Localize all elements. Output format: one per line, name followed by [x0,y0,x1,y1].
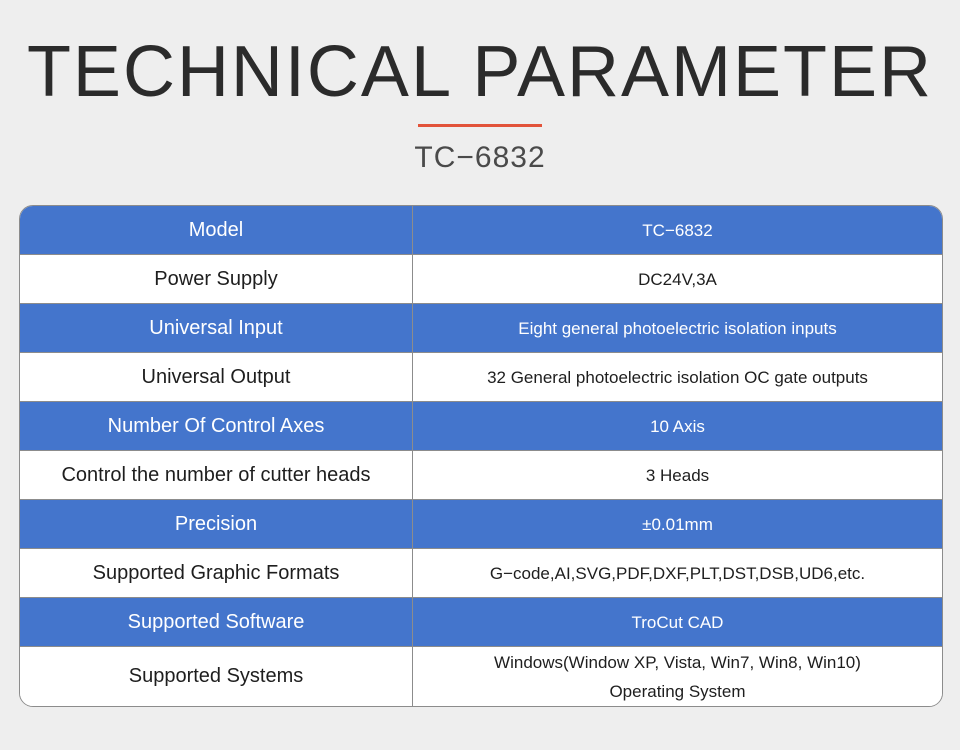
param-value-text: 32 General photoelectric isolation OC gate outputs [487,367,868,387]
param-label: Model [20,206,413,254]
param-label: Supported Software [20,598,413,646]
param-label: Precision [20,500,413,548]
table-row [20,598,942,647]
parameter-table [19,205,943,707]
param-value-text: TroCut CAD [631,612,724,632]
param-label: Supported Systems [20,647,413,706]
param-value [413,255,942,303]
table-row [20,304,942,353]
table-row [20,500,942,549]
param-label: Control the number of cutter heads [20,451,413,499]
param-value [413,598,942,646]
table-row [20,255,942,304]
param-label: Power Supply [20,255,413,303]
param-value [413,500,942,548]
model-subtitle: TC−6832 [414,141,546,174]
param-value [413,402,942,450]
table-row [20,353,942,402]
param-value [413,304,942,352]
table-row [20,451,942,500]
title-accent-line [418,124,542,127]
table-row [20,206,942,255]
param-value [413,206,942,254]
table-row [20,647,942,706]
param-value-text: 3 Heads [645,465,710,485]
param-value [413,353,942,401]
param-value-text: 10 Axis [650,416,705,436]
table-row [20,402,942,451]
param-value-text: DC24V,3A [638,269,717,289]
param-value-text: Eight general photoelectric isolation inputs [518,318,837,338]
param-value-text: Windows(Window XP, Vista, Win7, Win8, Win10) [494,652,861,672]
param-value [413,451,942,499]
param-value-text: TC−6832 [642,220,713,240]
param-value-text: G−code,AI,SVG,PDF,DXF,PLT,DST,DSB,UD6,etc. [489,563,866,583]
param-label: Number Of Control Axes [20,402,413,450]
table-row [20,549,942,598]
param-value-text: ±0.01mm [642,514,713,534]
param-value-text-line2: Operating System [609,681,746,701]
param-label: Universal Output [20,353,413,401]
page-title: TECHNICAL PARAMETER [26,32,934,112]
param-label: Universal Input [20,304,413,352]
param-value [413,549,942,597]
param-label: Supported Graphic Formats [20,549,413,597]
param-value [413,647,942,706]
